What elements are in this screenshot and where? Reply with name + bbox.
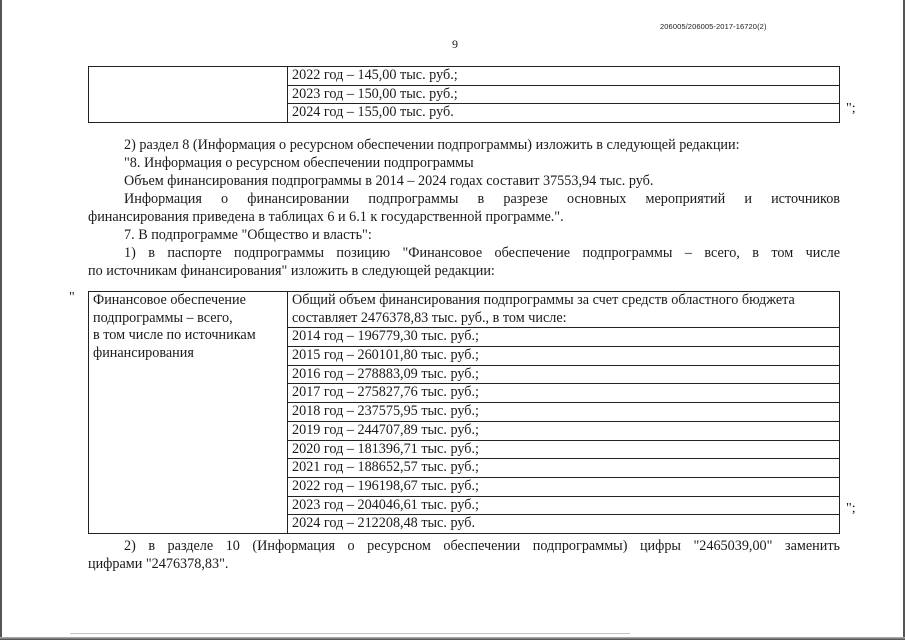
table1-left-cell bbox=[89, 67, 288, 123]
page-number: 9 bbox=[452, 37, 458, 51]
table2-right-line: составляет 2476378,83 тыс. руб., в том числе: bbox=[292, 309, 567, 326]
paragraph-subprogram-title: 7. В подпрограмме "Общество и власть": bbox=[124, 227, 372, 243]
table2-year-line: 2019 год – 244707,89 тыс. руб.; bbox=[288, 421, 839, 440]
table2-opening-mark: " bbox=[69, 290, 75, 305]
paragraph-funding-info-line2: финансирования приведена в таблицах 6 и 6.1 к государственной программе.". bbox=[88, 209, 564, 225]
paragraph-passport-line2: по источникам финансирования" изложить в следующей редакции: bbox=[88, 263, 495, 279]
table2-year-line: 2024 год – 212208,48 тыс. руб. bbox=[288, 514, 839, 533]
paragraph-section8-title: "8. Информация о ресурсном обеспечении подпрограммы bbox=[124, 155, 474, 171]
paragraph-section10-line1: 2) в разделе 10 (Информация о ресурсном обеспечении подпрограммы) цифры "2465039,00" заменить bbox=[124, 538, 840, 554]
table1-closing-mark: "; bbox=[846, 101, 856, 116]
table2-closing-mark: "; bbox=[846, 501, 856, 516]
scan-left-edge bbox=[0, 0, 2, 640]
table2-year-line: 2016 год – 278883,09 тыс. руб.; bbox=[288, 365, 839, 384]
paragraph-passport-line1: 1) в паспорте подпрограммы позицию "Финансовое обеспечение подпрограммы – всего, в том числе bbox=[124, 245, 840, 261]
table1-line: 2022 год – 145,00 тыс. руб.; bbox=[292, 67, 458, 83]
table2-left-line: в том числе по источникам bbox=[93, 327, 256, 344]
table2-year-line: 2015 год – 260101,80 тыс. руб.; bbox=[288, 346, 839, 365]
table2-left-line: финансирования bbox=[93, 345, 194, 362]
table2-left-line: подпрограммы – всего, bbox=[93, 309, 233, 326]
table1-line: 2023 год – 150,00 тыс. руб.; bbox=[288, 85, 839, 104]
table2-right-line: Общий объем финансирования подпрограммы за счет средств областного бюджета bbox=[292, 292, 795, 308]
table2-year-line: 2021 год – 188652,57 тыс. руб.; bbox=[288, 458, 839, 477]
table1-right-cell bbox=[288, 67, 840, 123]
funding-table-continuation bbox=[88, 66, 840, 123]
table2-year-line: 2022 год – 196198,67 тыс. руб.; bbox=[288, 477, 839, 496]
paragraph-funding-volume: Объем финансирования подпрограммы в 2014 – 2024 годах составит 37553,94 тыс. руб. bbox=[124, 173, 654, 189]
table2-year-line: 2014 год – 196779,30 тыс. руб.; bbox=[288, 327, 839, 346]
paragraph-funding-info-line1: Информация о финансировании подпрограммы в разрезе основных мероприятий и источников bbox=[124, 191, 840, 207]
table2-left-cell bbox=[89, 292, 288, 534]
table2-left-line: Финансовое обеспечение bbox=[93, 292, 246, 308]
table1-line: 2024 год – 155,00 тыс. руб. bbox=[288, 103, 839, 122]
paragraph-section10-line2: цифрами "2476378,83". bbox=[88, 556, 229, 572]
table2-year-line: 2020 год – 181396,71 тыс. руб.; bbox=[288, 440, 839, 459]
paragraph-section8-intro: 2) раздел 8 (Информация о ресурсном обеспечении подпрограммы) изложить в следующей редакции: bbox=[124, 137, 740, 153]
scan-bottom-artifact bbox=[70, 633, 630, 634]
document-id: 206005/206005-2017-16720(2) bbox=[660, 22, 767, 31]
funding-table-passport bbox=[88, 291, 840, 534]
table2-year-line: 2017 год – 275827,76 тыс. руб.; bbox=[288, 383, 839, 402]
table2-year-line: 2018 год – 237575,95 тыс. руб.; bbox=[288, 402, 839, 421]
table2-year-line: 2023 год – 204046,61 тыс. руб.; bbox=[288, 496, 839, 515]
table2-right-cell bbox=[288, 292, 840, 534]
